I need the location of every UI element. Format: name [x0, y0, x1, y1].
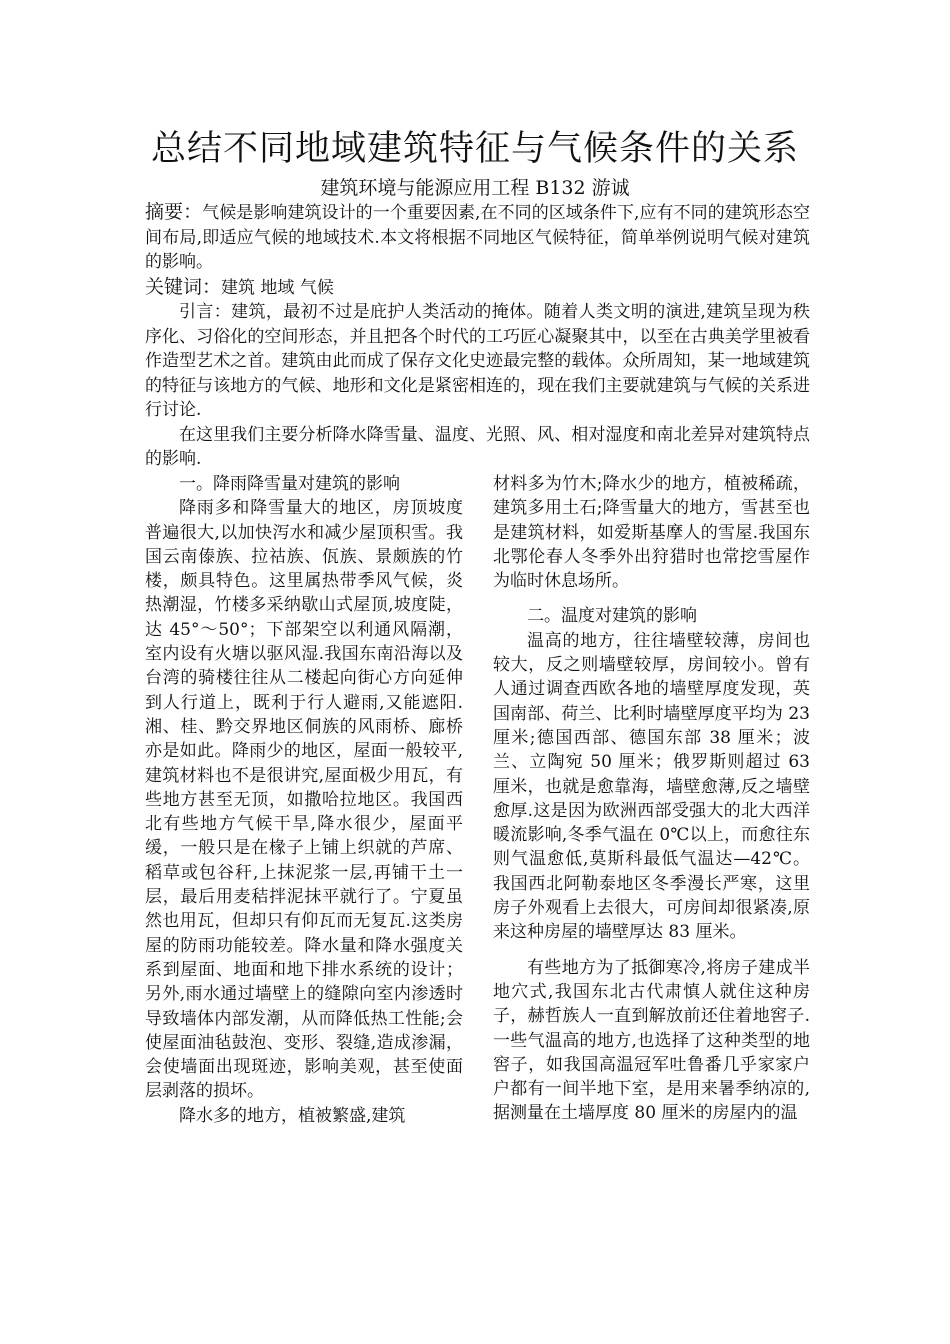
abstract-label: 摘要： [145, 201, 203, 223]
abstract-text: 气候是影响建筑设计的一个重要因素,在不同的区域条件下,应有不同的建筑形态空间布局,即适应气候的地域技术.本文将根据不同地区气候特征，简单举例说明气候对建筑的影响。 [145, 203, 810, 272]
intro-paragraph-2: 在这里我们主要分析降水降雪量、温度、光照、风、相对湿度和南北差异对建筑特点的影响. [145, 424, 810, 469]
abstract [145, 200, 810, 275]
left-paragraph-1: 降雨多和降雪量大的地区，房顶坡度普遍很大,以加快泻水和减少屋顶积雪。我国云南傣族、拉祜族、佤族、景颇族的竹楼，颇具特色。这里属热带季风气候，炎热潮湿，竹楼多采纳歇山式屋顶,坡度陡，达 45°～50°；下部架空以利通风隔潮，室内设有火塘以驱风湿.我国东南沿海以及台湾的骑楼往往从二楼起向街心方向延伸到人行道上，既利于行人避雨,又能遮阳.湘、桂、黔交界地区侗族的风雨桥、廊桥亦是如此。降雨少的地区，屋面一般较平,建筑材料也不是很讲究,屋面极少用瓦，有些地方甚至无顶，如撒哈拉地区。我国西北有些地方气候干旱,降水很少，屋面平缓，一般只是在椽子上铺上织就的芦席、稻草或包谷秆,上抹泥浆一层,再铺干土一层，最后用麦秸拌泥抹平就行了。宁夏虽然也用瓦，但却只有仰瓦而无复瓦.这类房屋的防雨功能较差。降水量和降水强度关系到屋面、地面和地下排水系统的设计；另外,雨水通过墙壁上的缝隙向室内渗透时导致墙体内部发潮，从而降低热工性能;会使屋面油毡鼓泡、变形、裂缝,造成渗漏，会使墙面出现斑迹，影响美观，甚至使面层剥落的损坏。 [145, 498, 463, 1102]
document-title: 总结不同地域建筑特征与气候条件的关系 [150, 129, 799, 169]
right-paragraph-continued: 材料多为竹木;降水少的地方，植被稀疏，建筑多用土石;降雪量大的地方，雪甚至也是建筑材料，如爱斯基摩人的雪屋.我国东北鄂伦春人冬季外出狩猎时也常挖雪屋作为临时休息场所。 [493, 474, 810, 592]
left-paragraph-2: 降水多的地方，植被繁盛,建筑 [179, 1105, 406, 1126]
left-column [145, 472, 463, 1128]
keywords-text: 建筑 地域 气候 [221, 278, 334, 298]
keywords-label: 关键词： [145, 276, 222, 298]
right-paragraph-2: 有些地方为了抵御寒冷,将房子建成半地穴式,我国东北古代肃慎人就住这种房子，赫哲族人一直到解放前还住着地窖子.一些气温高的地方,也选择了这种类型的地窖子，如我国高温冠军吐鲁番几乎家家户户都有一间半地下室，是用来暑季纳凉的,据测量在土墙厚度 80 厘米的房屋内的温 [493, 957, 810, 1124]
intro-paragraph-1: 引言：建筑，最初不过是庇护人类活动的掩体。随着人类文明的演进,建筑呈现为秩序化、习俗化的空间形态，并且把各个时代的工巧匠心凝聚其中，以至在古典美学里被看作造型艺术之首。建筑由此而成了保存文化史迹最完整的载体。众所周知，某一地域建筑的特征与该地方的气候、地形和文化是紧密相连的，现在我们主要就建筑与气候的关系进行讨论. [145, 302, 810, 420]
author-line: 建筑环境与能源应用工程 B132 游诚 [320, 177, 630, 199]
section-heading-rainfall: 一。降雨降雪量对建筑的影响 [179, 474, 400, 494]
section-heading-temperature: 二。温度对建筑的影响 [527, 606, 697, 627]
right-column [493, 472, 810, 1126]
introduction [145, 300, 810, 472]
keywords [145, 275, 810, 301]
right-paragraph-1: 温高的地方，往往墙壁较薄，房间也较大，反之则墙壁较厚，房间较小。曾有人通过调查西欧各地的墙壁厚度发现，英国南部、荷兰、比利时墙壁厚度平均为 23 厘米;德国西部、德国东部 38 厘米；波兰、立陶宛 50 厘米；俄罗斯则超过 63 厘米，也就是愈靠海，墙壁愈薄,反之墙壁愈厚.这是因为欧洲西部受强大的北大西洋暖流影响,冬季气温在 0℃以上，而愈往东则气温愈低,莫斯科最低气温达—42℃。我国西北阿勒泰地区冬季漫长严寒，这里房子外观看上去很大，可房间却很紧凑,原来这种房屋的墙壁厚达 83 厘米。 [493, 630, 810, 943]
